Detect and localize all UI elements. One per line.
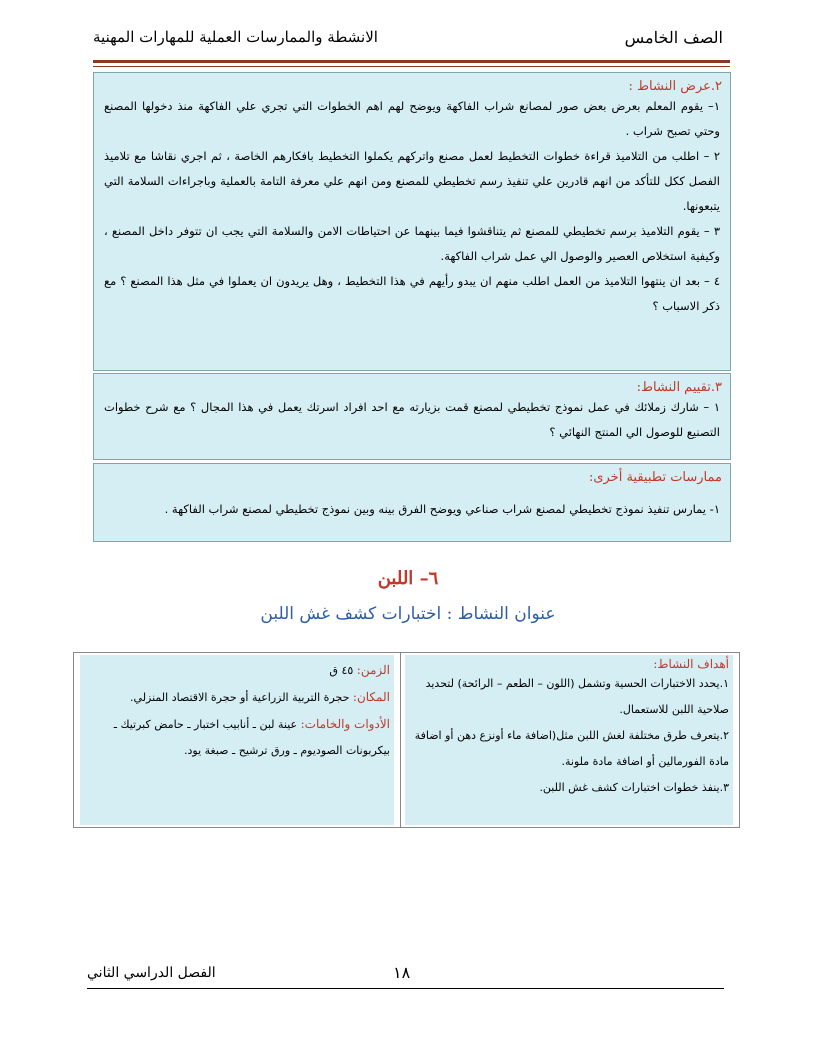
presentation-step-1: ١– يقوم المعلم بعرض بعض صور لمصانع شراب الفاكهة ويوضح لهم اهم الخطوات التي تجري علي الفاكهة منذ دخولها المصنع وحتي تصبح شراب . xyxy=(104,99,720,138)
time-value: ٤٥ ق xyxy=(329,664,354,677)
activity-title: عنوان النشاط : اختبارات كشف غش اللبن xyxy=(260,604,556,624)
activity-info-table xyxy=(73,652,740,828)
page-number: ١٨ xyxy=(393,963,411,982)
page-header xyxy=(93,28,723,56)
tools-value: عينة لبن ـ أنابيب اختبار ـ حامض كبرتيك ـ بيكربونات الصوديوم ـ ورق ترشيح ـ صبغة يود. xyxy=(113,718,390,757)
goal-item: ٣.ينفذ خطوات اختبارات كشف غش اللبن. xyxy=(539,781,729,794)
section-title: ٦– اللبن xyxy=(377,568,439,589)
book-title: الانشطة والممارسات العملية للمهارات المهنية xyxy=(93,28,378,46)
activity-evaluation-box xyxy=(93,373,731,460)
other-practices-item-1: ١- يمارس تنفيذ نموذج تخطيطي لمصنع شراب صناعي ويوضح الفرق بينه وبين نموذج تخطيطي لمصنع شراب الفاكهة . xyxy=(164,502,720,516)
goal-item: ١.يحدد الاختبارات الحسية وتشمل (اللون – الطعم – الرائحة) لتحديد صلاحية اللبن للاستعمال. xyxy=(425,677,729,716)
info-cell xyxy=(74,653,401,827)
grade-label: الصف الخامس xyxy=(624,28,723,47)
evaluation-item-1: ١ – شارك زملائك في عمل نموذج تخطيطي لمصنع قمت بزيارته مع احد افراد اسرتك يعمل في هذا المجال ؟ مع شرح خطوات التصنيع للوصول الي المنتج النهائي ؟ xyxy=(104,400,720,439)
header-divider-thin xyxy=(93,66,730,67)
place-label: المكان: xyxy=(352,690,390,704)
presentation-title: ٢.عرض النشاط : xyxy=(628,79,722,94)
footer-divider xyxy=(87,988,724,989)
presentation-step-2: ٢ – اطلب من التلاميذ قراءة خطوات التخطيط لعمل مصنع واتركهم يكملوا التخطيط بافكارهم الخاصة ، ثم اجري نقاشا مع تلاميذ الفصل ككل للتأكد من انهم قادرين علي تنفيذ رسم تخطيطي للمصنع ومن انهم علي معرفة التامة بالعملية وباجراءات السلامة التي يتبعونها. xyxy=(104,149,720,213)
other-practices-box xyxy=(93,463,731,542)
tools-label: الأدوات والخامات: xyxy=(300,717,390,731)
presentation-step-4: ٤ – بعد ان ينتهوا التلاميذ من العمل اطلب منهم ان يبدو رأيهم في هذا التخطيط ، وهل يريدون ان يعملوا في مثل هذا المصنع ؟ مع ذكر الاسباب ؟ xyxy=(104,274,720,313)
presentation-step-3: ٣ – يقوم التلاميذ برسم تخطيطي للمصنع ثم يتناقشوا فيما بينهما عن احتياطات الامن والسلامة التي يجب ان تتوفر داخل المصنع ، وكيفية استخلاص العصير والوصول الي عمل شراب الفاكهة. xyxy=(104,224,720,263)
activity-presentation-box xyxy=(93,72,731,371)
other-practices-title: ممارسات تطبيقية أخرى: xyxy=(588,470,722,485)
place-value: حجرة التربية الزراعية أو حجرة الاقتصاد المنزلي. xyxy=(130,691,350,704)
evaluation-title: ٣.تقييم النشاط: xyxy=(636,380,722,395)
term-label: الفصل الدراسي الثاني xyxy=(87,965,216,981)
goals-label: أهداف النشاط: xyxy=(653,657,729,671)
goals-cell xyxy=(399,653,739,827)
time-label: الزمن: xyxy=(356,663,390,677)
header-divider-thick xyxy=(93,60,730,63)
goal-item: ٢.يتعرف طرق مختلفة لغش اللبن مثل(اضافة ماء أونزع دهن أو اضافة مادة الفورمالين أو اضافة مادة ملونة. xyxy=(414,729,729,768)
